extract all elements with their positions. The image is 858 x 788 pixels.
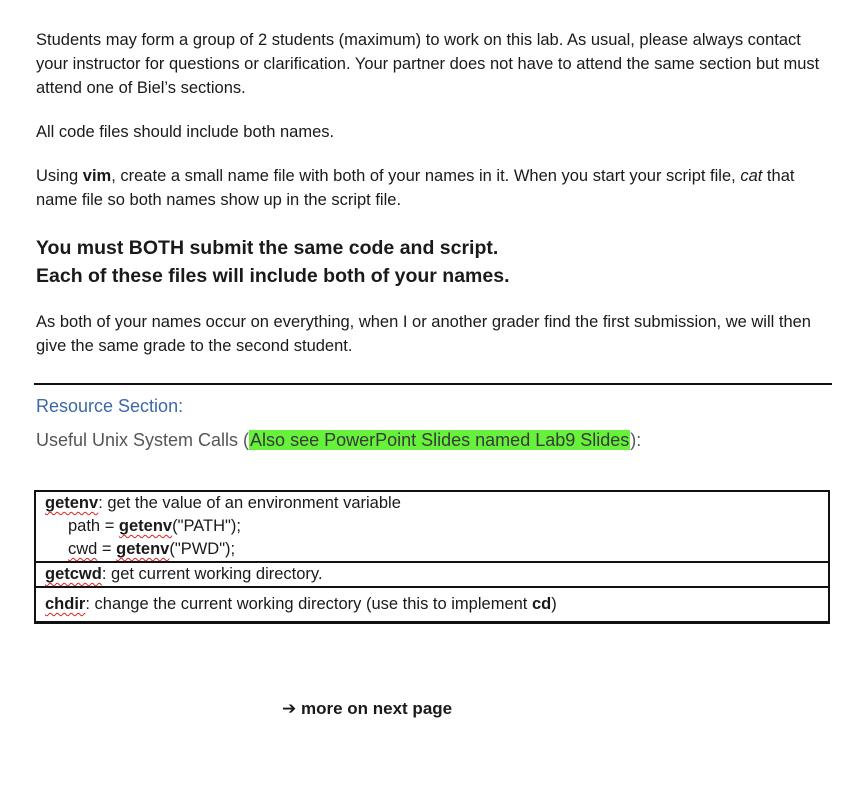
chdir-name: chdir xyxy=(45,595,86,613)
calls-highlight: Also see PowerPoint Slides named Lab9 Slides xyxy=(250,430,630,450)
more-next-page xyxy=(282,697,452,721)
vim-text-c: that name file so both names show up in the script file. xyxy=(36,167,795,209)
path-post: ("PATH"); xyxy=(172,517,241,535)
calls-suffix: ): xyxy=(630,430,642,450)
cwd-getenv: getenv xyxy=(116,540,170,558)
getcwd-name: getcwd xyxy=(45,565,102,583)
intro-paragraph-vim xyxy=(36,164,826,212)
calls-prefix: Useful Unix System Calls ( xyxy=(36,430,250,450)
vim-text-b: , create a small name file with both of your names in it. When you start your script file, xyxy=(111,167,741,185)
section-divider xyxy=(34,383,832,385)
arrow-right-icon: ➔ xyxy=(282,699,297,718)
table-row-path xyxy=(36,515,828,538)
table-row-getcwd xyxy=(36,561,828,586)
cwd-eq: = xyxy=(97,540,117,558)
cwd-post: ("PWD"); xyxy=(169,540,236,558)
emphasis-line-1: You must BOTH submit the same code and script. xyxy=(36,237,499,259)
grading-paragraph: As both of your names occur on everything, when I or another grader find the first submission, we will then give the same grade to the second student. xyxy=(36,313,811,355)
vim-keyword: vim xyxy=(82,167,112,185)
intro-paragraph-names: All code files should include both names. xyxy=(36,123,335,141)
table-row-chdir xyxy=(36,586,828,621)
getenv-name: getenv xyxy=(45,494,99,512)
path-pre: path = xyxy=(68,517,119,535)
system-calls-table xyxy=(34,490,830,624)
getcwd-desc: : get current working directory. xyxy=(101,565,323,583)
table-row-getenv xyxy=(36,492,828,515)
chdir-end: ) xyxy=(551,595,557,613)
table-row-cwd xyxy=(36,538,828,561)
resource-heading: Resource Section: xyxy=(36,396,184,416)
chdir-desc: : change the current working directory (use this to implement xyxy=(85,595,532,613)
unix-calls-line xyxy=(36,427,641,453)
more-text: more on next page xyxy=(296,699,453,718)
getenv-desc: : get the value of an environment variable xyxy=(98,494,401,512)
vim-text-a: Using xyxy=(36,167,83,185)
cwd-var: cwd xyxy=(68,540,98,558)
cat-keyword: cat xyxy=(740,167,763,185)
intro-paragraph-group: Students may form a group of 2 students (maximum) to work on this lab. As usual, please always contact your instructor for questions or clarification. Your partner does not have to attend the same section but must attend one of Biel’s sections. xyxy=(36,31,820,97)
emphasis-line-2: Each of these files will include both of your names. xyxy=(36,265,510,287)
cd-keyword: cd xyxy=(531,595,552,613)
path-getenv: getenv xyxy=(118,517,173,535)
